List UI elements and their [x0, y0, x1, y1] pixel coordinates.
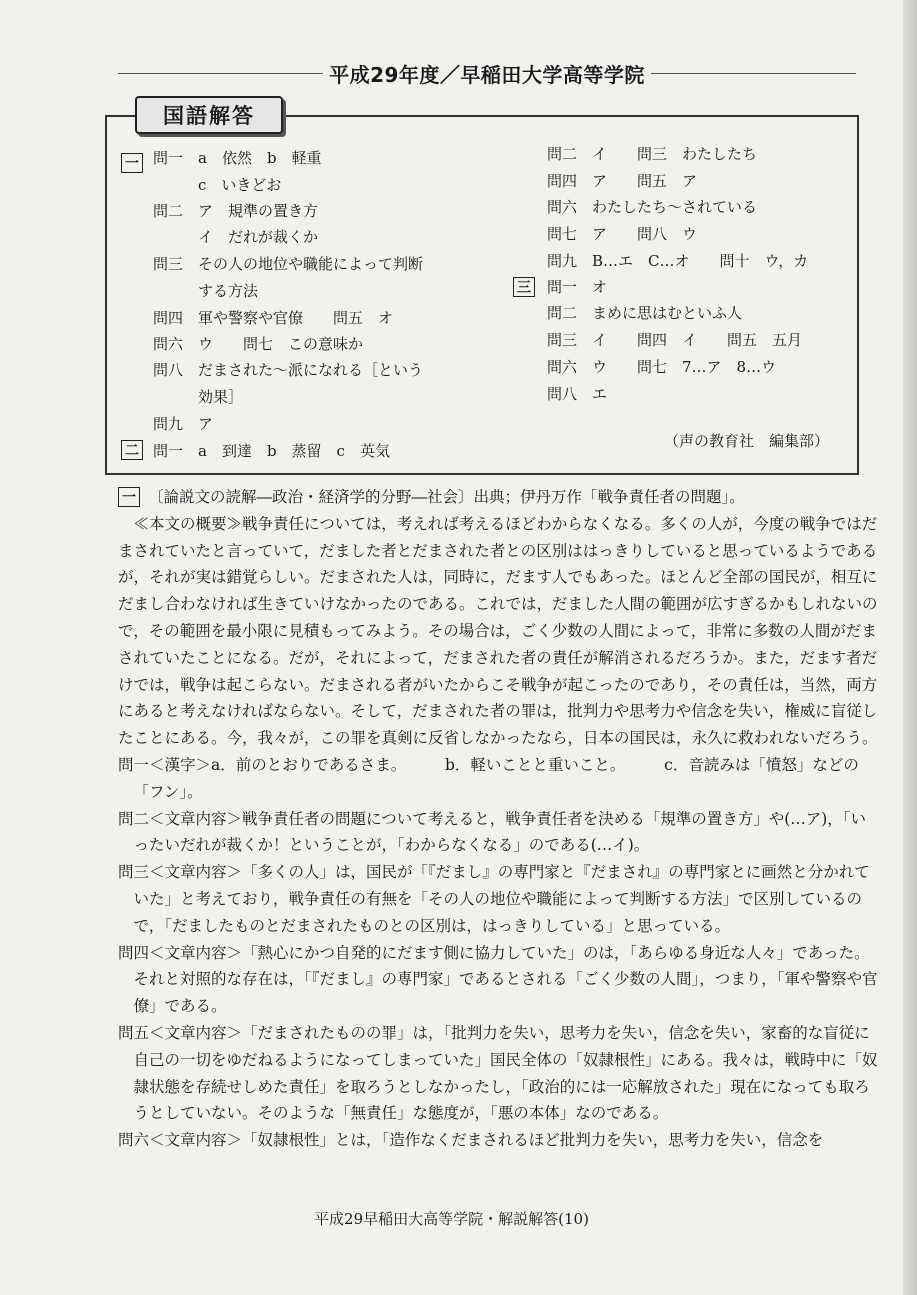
answer-line: 問一 a 依然 b 軽重 [153, 149, 322, 167]
page-header [118, 60, 856, 86]
summary-paragraph: ≪本文の概要≫戦争責任については，考えれば考えるほどわからなくなる。多くの人が，今度の戦争ではだまされていたと言っていて，だました者とだまされた者との区別ははっきりしていると思っているようであるが，それが実は錯覚らしい。だまされた人は，同時に，だます人でもあった。ほとんど全部の国民が，相互にだまし合わなければ生きていけなかったのである。これでは，だました人間の範囲が広すぎるかもしれないので，その範囲を最小限に見積もってみよう。その場合は，ごく少数の人間によって，非常に多数の人間がだまされていたことになる。だが，それによって，だまされた者の責任が解消されるだろうか。また，だます者だけでは，戦争は起こらない。だまされる者がいたからこそ戦争が起こったのであり，その責任は，当然，両方にあると考えなければならない。そして，だまされた者の罪は，批判力や思考力や信念を失い，権威に盲従したことにある。今，我々が，この罪を真剣に反省しなかったなら，日本の国民は，永久に救われないだろう。 [118, 514, 878, 748]
answer-line: 問一 a 到達 b 蒸留 c 英気 [153, 442, 390, 460]
question-explanation: 問四＜文章内容＞「熱心にかつ自発的にだます側に協力していた」のは，「あらゆる身近な人々」であった。それと対照的な存在は，「『だまし』の専門家」であるとされる「ごく少数の人間」，つまり，「軍や警察や官僚」である。 [118, 943, 878, 1016]
answer-line: 問六 ウ 問七 この意味か [153, 335, 364, 353]
answer-line: 問六 ウ 問七 7…ア 8…ウ [547, 358, 777, 376]
question-explanation: 問五＜文章内容＞「だまされたものの罪」は，「批判力を失い，思考力を失い，信念を失い，家畜的な盲従に自己の一切をゆだねるようになってしまっていた」国民全体の「奴隷根性」にある。我々は，戦時中に「奴隷状態を存続せしめた責任」を取ろうとしなかったし，「政治的には一応解放された」現在になっても取ろうとしていない。そのような「無責任」な態度が，「悪の本体」なのである。 [118, 1023, 878, 1123]
answer-line: 問三 イ 問四 イ 問五 五月 [547, 331, 803, 349]
answer-line: 問九 ア [153, 415, 214, 433]
question-explanation: 問三＜文章内容＞「多くの人」は，国民が「『だまし』の専門家と『だまされ』の専門家とに画然と分かれていた」と考えており，戦争責任の有無を「その人の地位や職能によって判断する方法」で区別しているので，「だましたものとだまされたものとの区別は，はっきりしている」と思っている。 [118, 863, 870, 935]
page-title: 平成29年度／早稲田大学高等学院 [329, 62, 645, 87]
answer-line: 問二 イ 問三 わたしたち [547, 145, 758, 163]
answer-line: c いきどお [153, 176, 282, 194]
answer-line: する方法 [153, 282, 259, 300]
answer-line: 問三 その人の地位や職能によって判断 [153, 255, 424, 273]
answer-line: イ だれが裁くか [153, 228, 319, 246]
publisher-credit: （声の教育社 編集部） [663, 432, 829, 450]
answer-line: 問六 わたしたち～されている [547, 198, 758, 216]
explanation-heading [118, 484, 878, 511]
answer-line: 問九 B…エ C…オ 問十 ウ，カ [547, 252, 809, 270]
answer-line: 問一 オ [547, 278, 608, 296]
section-mark-3: 三 [513, 277, 535, 297]
explanation-body [118, 484, 878, 1154]
answer-line: 問四 軍や警察や官僚 問五 オ [153, 309, 394, 327]
question-explanation: 問一＜漢字＞a．前のとおりであるさま。 b．軽いことと重いこと。 c．音読みは「憤怒」などの「フン」。 [118, 755, 859, 801]
answer-line: 問二 ア 規準の置き方 [153, 202, 319, 220]
page-edge [903, 0, 917, 1295]
answer-section-tab: 国語解答 [135, 96, 283, 134]
answer-line: 問二 まめに思はむといふ人 [547, 304, 743, 322]
answer-line: 問八 エ [547, 385, 608, 403]
answer-line: 問七 ア 問八 ウ [547, 225, 698, 243]
page-footer: 平成29早稲田大高等学院・解説解答(10) [314, 1210, 589, 1228]
header-rule-left [118, 73, 323, 74]
answer-line: 問四 ア 問五 ア [547, 172, 698, 190]
answer-box [105, 115, 859, 475]
question-explanation: 問六＜文章内容＞「奴隷根性」とは，「造作なくだまされるほど批判力を失い，思考力を失い，信念を [118, 1131, 824, 1150]
explanation-section-mark: 一 [118, 487, 140, 507]
section-mark-1: 一 [121, 153, 143, 173]
answer-line: 効果］ [153, 388, 244, 406]
explanation-heading-text: 〔論説文の読解―政治・経済学的分野―社会〕出典；伊丹万作「戦争責任者の問題」。 [148, 488, 745, 506]
header-rule-right [651, 73, 856, 74]
section-mark-2: 二 [121, 440, 143, 460]
question-explanation: 問二＜文章内容＞戦争責任者の問題について考えると，戦争責任者を決める「規準の置き方」や(…ア)，「いったいだれが裁くか！ということが，「わからなくなる」のである(…イ)。 [118, 809, 867, 855]
answer-line: 問八 だまされた～派になれる［という [153, 361, 424, 379]
